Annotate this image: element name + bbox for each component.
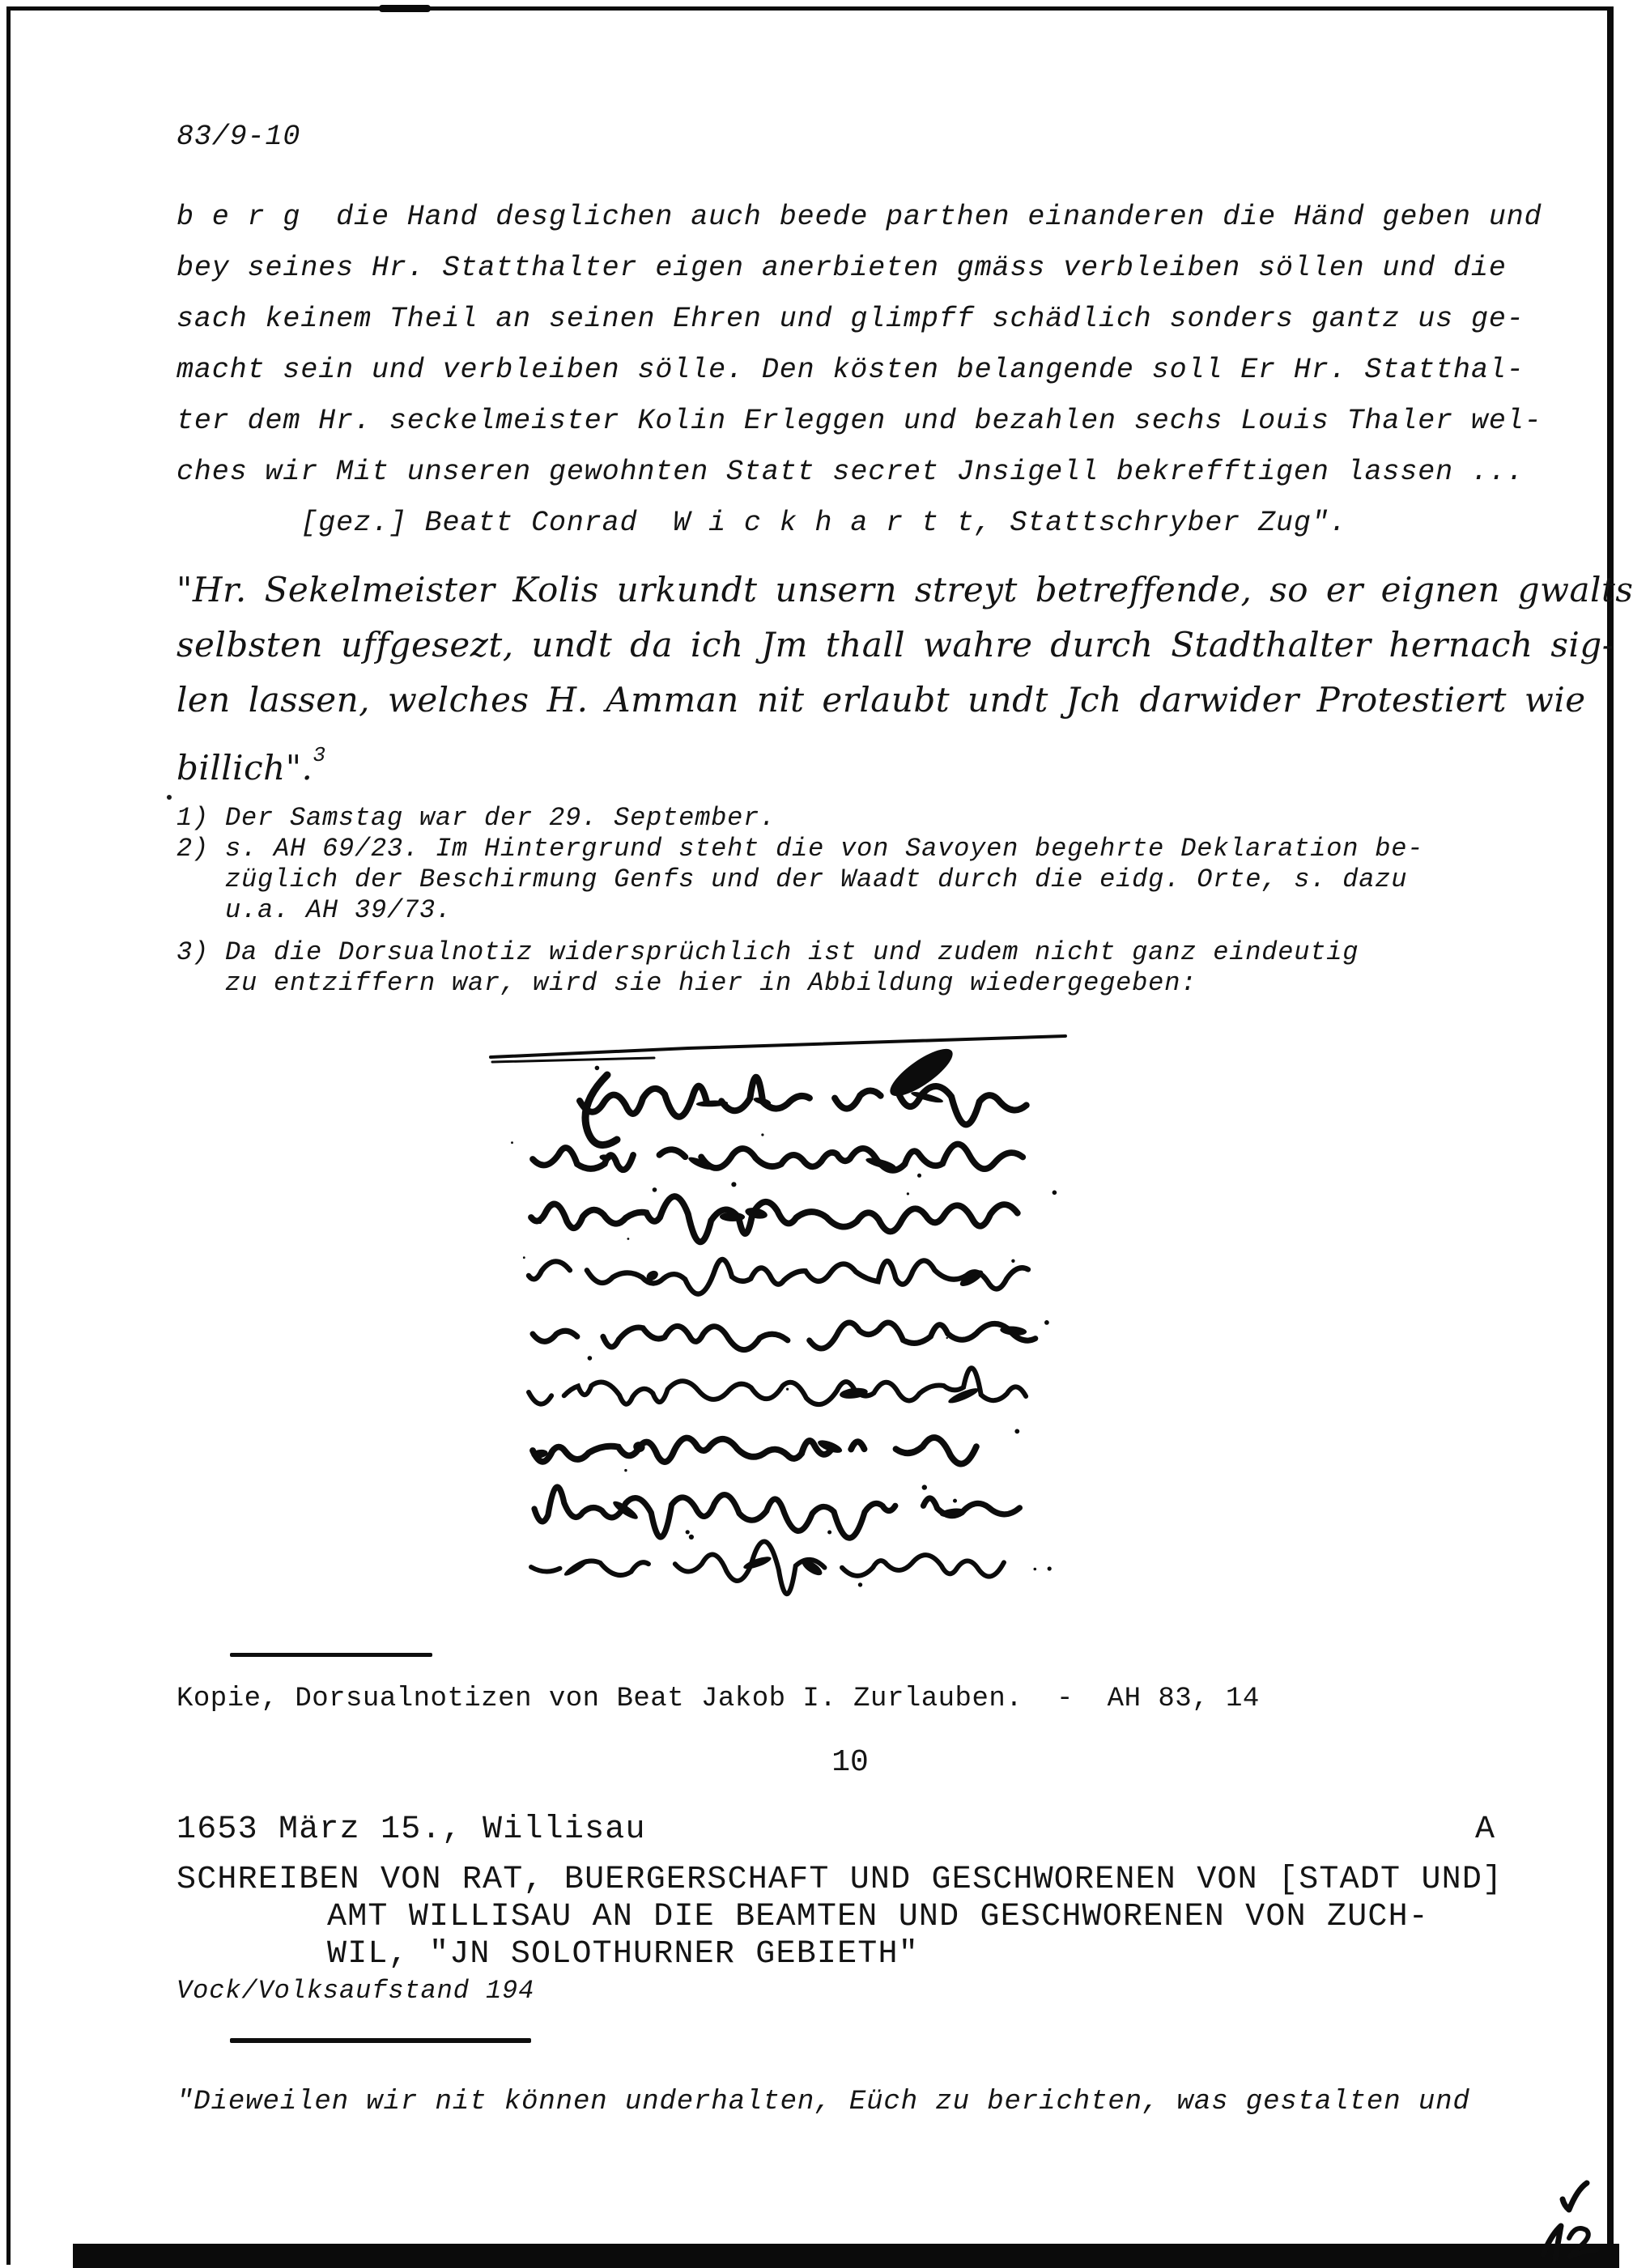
transcript-block [176,192,1542,549]
footnote-line: zu entziffern war, wird sie hier in Abbildung wiedergegeben: [176,968,1197,998]
transcript-signature-line: [gez.] Beatt Conrad W i c k h a r t t, Stattschryber Zug". [176,507,1347,539]
transcript-line: b e r g die Hand desglichen auch beede parthen einanderen die Händ geben und [176,201,1542,233]
dorsual-quote-text: billich". [176,748,313,788]
dorsual-quote-block [176,563,1633,796]
scan-border-left [6,6,11,2265]
source-line: Kopie, Dorsualnotizen von Beat Jakob I. Zurlauben. - AH 83, 14 [176,1684,1260,1714]
transcript-line: macht sein und verbleiben sölle. Den kösten belangende soll Er Hr. Statthal- [176,354,1525,386]
regest-heading [176,1862,1503,1973]
handwritten-digit-2 [1569,2228,1597,2257]
handwritten-digit-1 [1543,2226,1561,2258]
scan-border-top-blot [379,5,431,12]
transcript-line: ches wir Mit unseren gewohnten Statt secret Jnsigell bekrefftigen lassen ... [176,456,1525,488]
footnote-marker-3: 3 [313,743,326,767]
regest-heading-line: AMT WILLISAU AN DIE BEAMTEN UND GESCHWORENEN VON ZUCH- [327,1899,1430,1935]
dateline: 1653 März 15., Willisau [176,1811,646,1848]
handwritten-marks [1522,2149,1618,2266]
transcript-line: sach keinem Theil an seinen Ehren und glimpff schädlich sonders gantz us ge- [176,303,1525,335]
literature-reference: Vock/Volksaufstand 194 [176,1976,535,2006]
handwriting-facsimile-image [484,1026,1083,1617]
footnotes-block [176,803,1423,999]
footnote-line: 3) Da die Dorsualnotiz widersprüchlich ist und zudem nicht ganz eindeutig [176,937,1359,967]
separator-rule-long [230,2038,531,2043]
dorsual-quote-line: len lassen, welches H. Amman nit erlaubt undt Jch darwider Protestiert wie [176,680,1586,720]
scan-border-bottom [73,2244,1619,2268]
dorsual-quote-line: selbsten uffgesezt, undt da ich Jm thall wahre durch Stadthalter hernach sig- [176,625,1614,665]
document-number: 10 [831,1745,869,1780]
archive-reference: 83/9-10 [176,121,301,153]
dorsual-quote-line: "Hr. Sekelmeister Kolis urkundt unsern streyt betreffende, so er eignen gwalts [176,570,1633,609]
facsimile-top-edge [491,1036,1065,1057]
regest-heading-line: SCHREIBEN VON RAT, BUERGERSCHAFT UND GESCHWORENEN VON [STADT UND] [176,1862,1503,1898]
ink-speck [167,795,172,800]
transcript-line: ter dem Hr. seckelmeister Kolin Erleggen und bezahlen sechs Louis Thaler wel- [176,405,1542,437]
separator-rule-short [230,1653,432,1657]
check-icon [1563,2183,1587,2210]
scan-border-right [1607,6,1614,2268]
regest-heading-line: WIL, "JN SOLOTHURNER GEBIETH" [327,1936,919,1973]
facsimile-top-edge-2 [492,1058,654,1062]
footnote-line: 2) s. AH 69/23. Im Hintergrund steht die von Savoyen begehrte Deklaration be- [176,834,1424,864]
dorsual-quote-last-line [176,728,1633,796]
letter-opening-line: "Dieweilen wir nit können underhalten, Eüch zu berichten, was gestalten und [176,2087,1470,2117]
footnote-line: 1) Der Samstag war der 29. September. [176,803,776,833]
footnote-line: u.a. AH 39/73. [176,895,453,925]
footnote-line: züglich der Beschirmung Genfs und der Waadt durch die eidg. Orte, s. dazu [176,864,1408,894]
series-letter: A [1475,1811,1495,1848]
scan-border-top [6,6,1610,11]
transcript-line: bey seines Hr. Statthalter eigen anerbieten gmäss verbleiben söllen und die [176,252,1507,284]
